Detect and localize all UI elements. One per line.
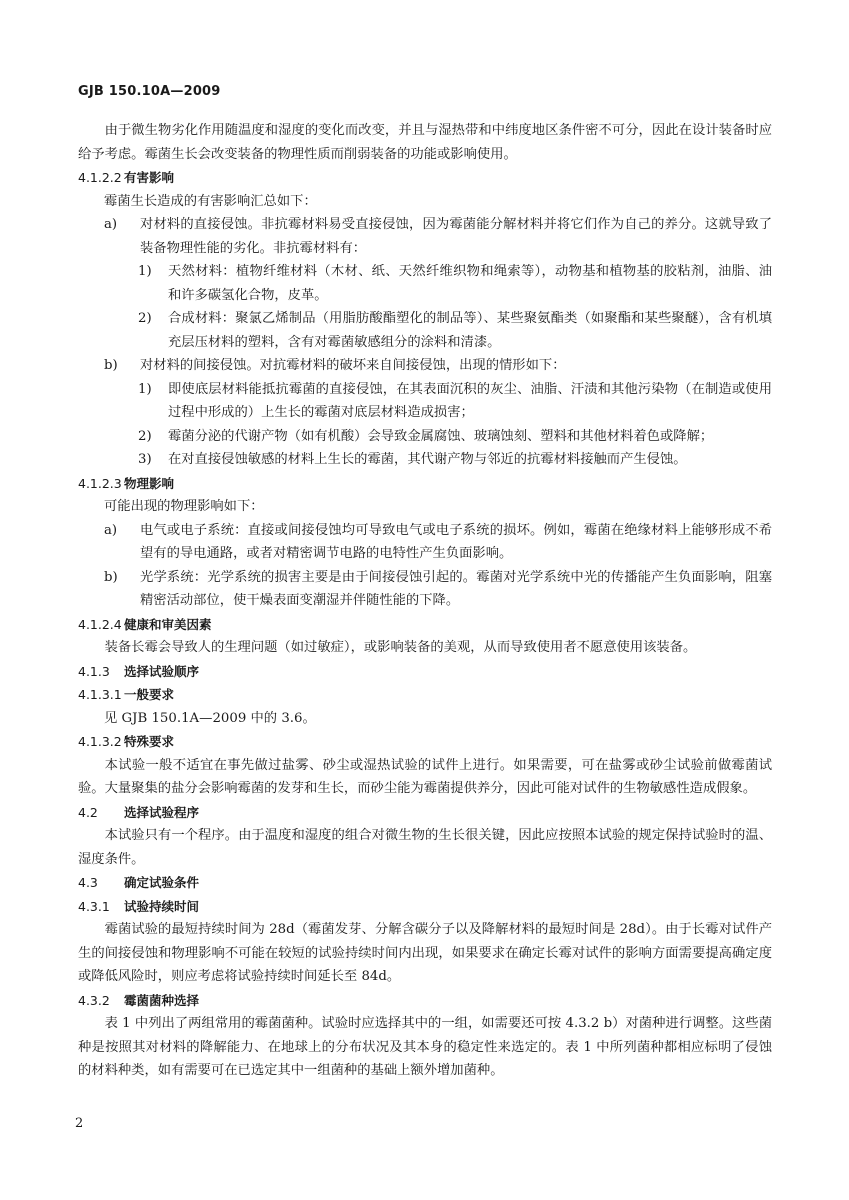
paragraph: 由于微生物劣化作用随温度和湿度的变化而改变，并且与湿热带和中纬度地区条件密不可分，因此在设计装备时应给予考虑。霉菌生长会改变装备的物理性质而削弱装备的功能或影响使用。: [78, 123, 772, 162]
list-item-text: 对材料的间接侵蚀。对抗霉材料的破坏来自间接侵蚀，出现的情形如下：: [140, 358, 566, 373]
section-heading: [78, 683, 772, 707]
section-number: 4.1.2.4: [78, 616, 122, 632]
section-title: 有害影响: [124, 170, 175, 185]
list-item-text: 对材料的直接侵蚀。非抗霉材料易受直接侵蚀，因为霉菌能分解材料并将它们作为自己的养分。这就导致了装备物理性能的劣化。非抗霉材料有：: [140, 217, 772, 256]
paragraph: 表 1 中列出了两组常用的霉菌菌种。试验时应选择其中的一组，如需要还可按 4.3.2 b）对菌种进行调整。这些菌种是按照其对材料的降解能力、在地球上的分布状况及其本身的稳定性来选定的。表 1 中所列菌种都相应标明了侵蚀的材料种类，如有需要可在已选定其中一组菌种的基础上额外增加菌种。: [78, 1016, 772, 1078]
section-title: 健康和审美因素: [124, 616, 212, 632]
standard-code-header: GJB 150.10A—2009: [78, 84, 221, 99]
list-item-text: 在对直接侵蚀敏感的材料上生长的霉菌，其代谢产物与邻近的抗霉材料接触而产生侵蚀。: [168, 452, 687, 467]
section-number: 4.1.3.1: [78, 687, 122, 702]
section-heading: [78, 989, 772, 1013]
section-title: 确定试验条件: [124, 875, 200, 890]
section-heading: [78, 472, 772, 496]
list-item: [78, 213, 772, 260]
list-marker: a): [104, 522, 118, 538]
list-item-text: 天然材料：植物纤维材料（木材、纸、天然纤维织物和绳索等），动物基和植物基的胶粘剂，油脂、油和许多碳氢化合物，皮革。: [168, 264, 772, 303]
section-title: 试验持续时间: [124, 898, 200, 914]
section-title: 一般要求: [124, 687, 175, 702]
list-marker: b): [104, 569, 118, 585]
intro-line: 霉菌生长造成的有害影响汇总如下：: [104, 193, 317, 209]
section-number: 4.2: [78, 804, 98, 820]
section-title: 选择试验程序: [124, 804, 200, 820]
list-item: [78, 519, 772, 566]
section-title: 物理影响: [124, 475, 175, 491]
list-item: [78, 566, 772, 613]
section-number: 4.1.2.2: [78, 170, 122, 185]
sub-list-item: [78, 425, 772, 449]
list-marker: b): [104, 358, 118, 373]
section-title: 特殊要求: [124, 734, 175, 749]
list-item-text: 霉菌分泌的代谢产物（如有机酸）会导致金属腐蚀、玻璃蚀刻、塑料和其他材料着色或降解；: [168, 428, 714, 444]
paragraph: 霉菌试验的最短持续时间为 28d（霉菌发芽、分解含碳分子以及降解材料的最短时间是 28d）。由于长霉对试件产生的间接侵蚀和物理影响不可能在较短的试验持续时间内出现，如果要求在确定长霉对试件的影响方面需要提高确定度或降低风险时，则应考虑将试验持续时间延长至 84d。: [78, 922, 772, 984]
list-marker: 2): [138, 428, 152, 444]
intro-line: 可能出现的物理影响如下：: [104, 499, 264, 514]
section-number: 4.1.3.2: [78, 734, 122, 749]
sub-list-item: [78, 448, 772, 472]
section-title: 选择试验顺序: [124, 663, 200, 679]
list-marker: 1): [138, 264, 152, 279]
list-item-text: 光学系统：光学系统的损害主要是由于间接侵蚀引起的。霉菌对光学系统中光的传播能产生负面影响，阻塞精密活动部位，使干燥表面变潮湿并伴随性能的下降。: [140, 569, 772, 608]
section-heading: [78, 871, 772, 895]
page-number: 2: [75, 1116, 84, 1131]
section-heading: [78, 166, 772, 190]
sub-list-item: [78, 307, 772, 354]
paragraph: 装备长霉会导致人的生理问题（如过敏症），或影响装备的美观，从而导致使用者不愿意使用该装备。: [104, 640, 697, 655]
list-item-text: 电气或电子系统：直接或间接侵蚀均可导致电气或电子系统的损坏。例如，霉菌在绝缘材料上能够形成不希望有的导电通路，或者对精密调节电路的电特性产生负面影响。: [140, 522, 772, 561]
section-heading: [78, 660, 772, 684]
intro-line: 见 GJB 150.1A—2009 中的 3.6。: [104, 710, 316, 726]
section-heading: [78, 801, 772, 825]
list-item-text: 即使底层材料能抵抗霉菌的直接侵蚀，在其表面沉积的灰尘、油脂、汗渍和其他污染物（在制造或使用过程中形成的）上生长的霉菌对底层材料造成损害；: [168, 381, 772, 420]
list-marker: 1): [138, 381, 152, 397]
section-heading: [78, 895, 772, 919]
list-marker: a): [104, 217, 118, 232]
section-heading: [78, 613, 772, 637]
list-item-text: 合成材料：聚氯乙烯制品（用脂肪酸酯塑化的制品等）、某些聚氨酯类（如聚酯和某些聚醚），含有机填充层压材料的塑料，含有对霉菌敏感组分的涂料和清漆。: [168, 311, 772, 350]
list-item: [78, 354, 772, 378]
list-marker: 3): [138, 452, 152, 467]
paragraph: 本试验一般不适宜在事先做过盐雾、砂尘或湿热试验的试件上进行。如果需要，可在盐雾或砂尘试验前做霉菌试验。大量聚集的盐分会影响霉菌的发芽和生长，而砂尘能为霉菌提供养分，因此可能对试件的生物敏感性造成假象。: [78, 757, 772, 796]
sub-list-item: [78, 378, 772, 425]
sub-list-item: [78, 260, 772, 307]
document-body: [78, 119, 772, 1083]
section-number: 4.1.3: [78, 663, 110, 679]
section-number: 4.3.1: [78, 898, 110, 914]
list-marker: 2): [138, 311, 152, 326]
section-number: 4.3.2: [78, 992, 110, 1008]
section-number: 4.1.2.3: [78, 475, 122, 491]
section-heading: [78, 730, 772, 754]
section-number: 4.3: [78, 875, 98, 890]
paragraph: 本试验只有一个程序。由于温度和湿度的组合对微生物的生长很关键，因此应按照本试验的规定保持试验时的温、湿度条件。: [78, 828, 772, 867]
section-title: 霉菌菌种选择: [124, 992, 200, 1008]
